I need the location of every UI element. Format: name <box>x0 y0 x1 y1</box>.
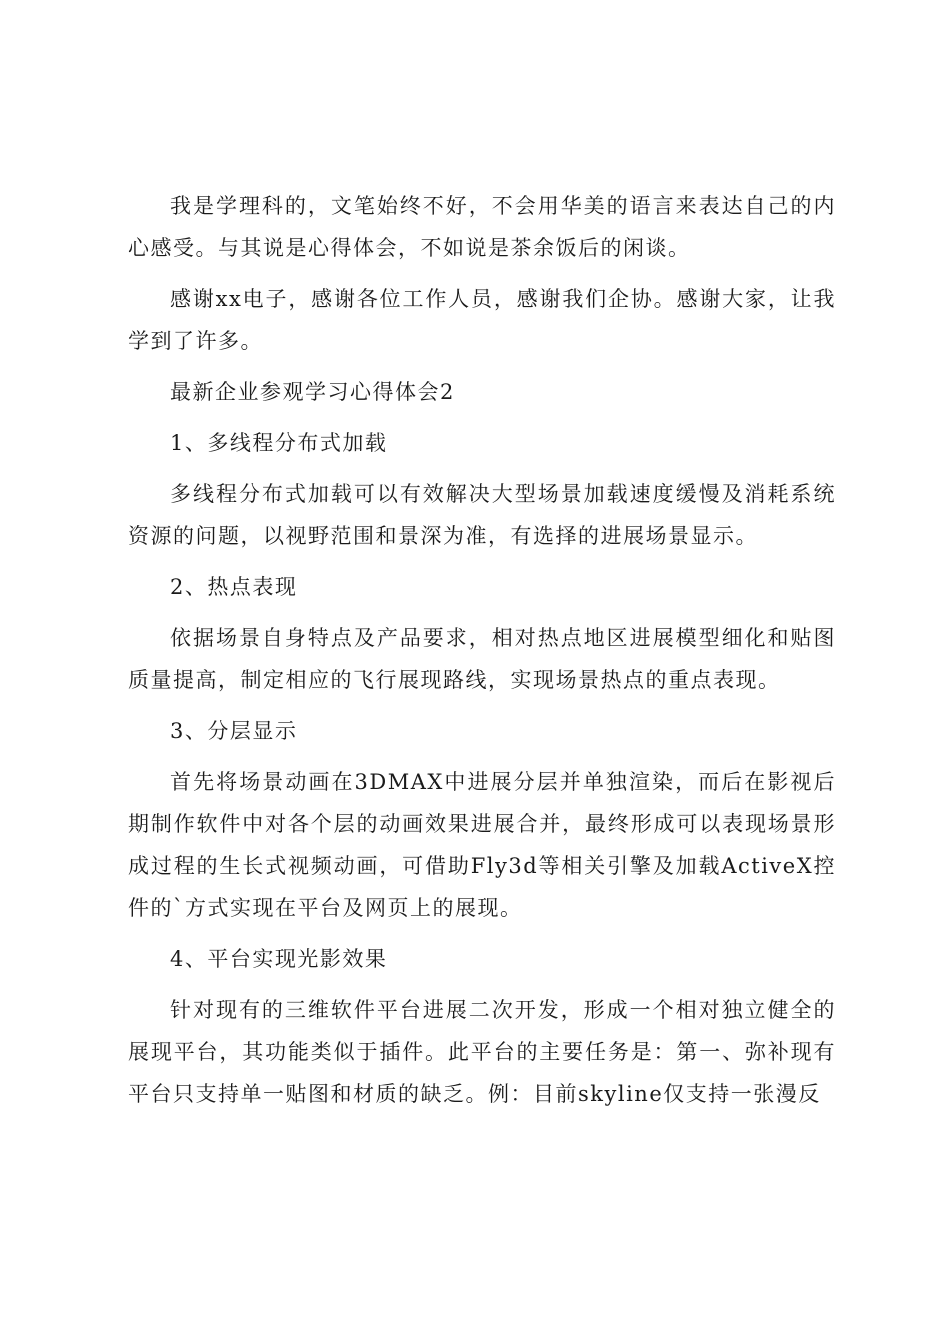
paragraph-4: 依据场景自身特点及产品要求，相对热点地区进展模型细化和贴图质量提高，制定相应的飞行展现路线，实现场景热点的重点表现。 <box>128 626 836 692</box>
section-title: 最新企业参观学习心得体会2 <box>170 380 455 404</box>
paragraph-1: 我是学理科的，文笔始终不好，不会用华美的语言来表达自己的内心感受。与其说是心得体会，不如说是茶余饭后的闲谈。 <box>128 194 836 260</box>
paragraph-3: 多线程分布式加载可以有效解决大型场景加载速度缓慢及消耗系统资源的问题，以视野范围和景深为准，有选择的进展场景显示。 <box>128 482 836 548</box>
heading-2: 2、热点表现 <box>170 575 298 599</box>
paragraph-6: 针对现有的三维软件平台进展二次开发，形成一个相对独立健全的展现平台，其功能类似于插件。此平台的主要任务是：第一、弥补现有平台只支持单一贴图和材质的缺乏。例：目前skyline仅支持一张漫反 <box>128 998 836 1106</box>
paragraph-2: 感谢xx电子，感谢各位工作人员，感谢我们企协。感谢大家，让我学到了许多。 <box>128 287 836 353</box>
paragraph-5: 首先将场景动画在3DMAX中进展分层并单独渲染，而后在影视后期制作软件中对各个层的动画效果进展合并，最终形成可以表现场景形成过程的生长式视频动画，可借助Fly3d等相关引擎及加载ActiveX控件的`方式实现在平台及网页上的展现。 <box>128 770 836 920</box>
document-body <box>128 185 836 1124</box>
heading-4: 4、平台实现光影效果 <box>170 947 388 971</box>
heading-3: 3、分层显示 <box>170 719 298 743</box>
heading-1: 1、多线程分布式加载 <box>170 431 388 455</box>
